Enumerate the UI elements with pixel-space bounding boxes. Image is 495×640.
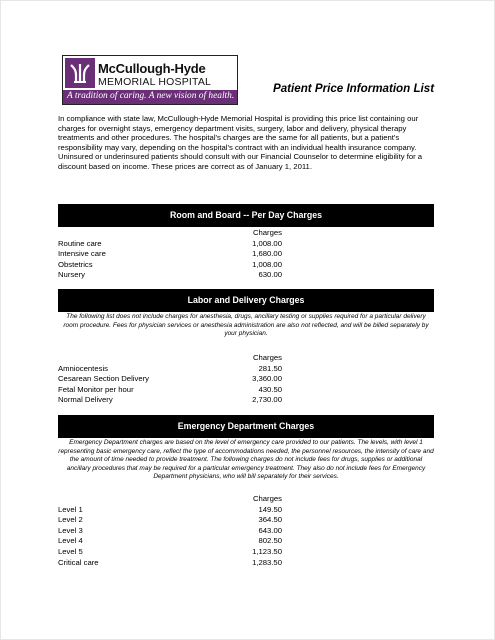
item-charge: 1,283.50 (252, 557, 282, 567)
labor-delivery-note: The following list does not include charges for anesthesia, drugs, ancillary testing or supplies required for a particular delivery room procedure. Fees for physician services or anesthesia administration are also not reflected, and will be billed separately by your physician. (63, 313, 429, 338)
item-charge: 1,008.00 (252, 238, 282, 248)
section-header-emergency: Emergency Department Charges (58, 415, 434, 438)
charges-column-header: Charges (252, 228, 282, 237)
item-name: Level 1 (58, 504, 83, 514)
room-board-table (58, 228, 282, 281)
item-name: Critical care (58, 557, 99, 567)
item-name: Level 2 (58, 515, 83, 525)
logo-tagline: A tradition of caring. A new vision of health. (67, 91, 235, 101)
table-row (58, 536, 282, 547)
item-name: Normal Delivery (58, 395, 113, 405)
labor-delivery-table (58, 353, 282, 406)
table-row (58, 526, 282, 537)
item-charge: 3,360.00 (252, 374, 282, 384)
table-row (58, 558, 282, 569)
document-title: Patient Price Information List (273, 82, 435, 95)
item-charge: 364.50 (258, 515, 282, 525)
item-charge: 630.00 (258, 270, 282, 280)
item-charge: 430.50 (258, 384, 282, 394)
item-name: Level 5 (58, 546, 83, 556)
item-name: Routine care (58, 238, 102, 248)
table-row (58, 385, 282, 396)
logo-emblem-icon (65, 58, 95, 88)
hospital-logo (62, 55, 238, 105)
section-header-labor-delivery: Labor and Delivery Charges (58, 289, 434, 312)
item-name: Level 3 (58, 525, 83, 535)
item-charge: 802.50 (258, 536, 282, 546)
item-charge: 1,123.50 (252, 546, 282, 556)
item-charge: 281.50 (258, 363, 282, 373)
item-name: Fetal Monitor per hour (58, 384, 134, 394)
charges-column-header: Charges (252, 353, 282, 362)
item-charge: 149.50 (258, 504, 282, 514)
item-name: Amniocentesis (58, 363, 108, 373)
item-charge: 1,008.00 (252, 259, 282, 269)
table-row (58, 364, 282, 375)
section-header-room-board: Room and Board -- Per Day Charges (58, 204, 434, 227)
item-name: Cesarean Section Delivery (58, 374, 150, 384)
table-row (58, 395, 282, 406)
logo-name-line2: MEMORIAL HOSPITAL (98, 76, 212, 88)
item-charge: 643.00 (258, 525, 282, 535)
table-row (58, 505, 282, 516)
table-row (58, 374, 282, 385)
item-charge: 2,730.00 (252, 395, 282, 405)
table-row (58, 260, 282, 271)
logo-tagline-band (63, 90, 237, 104)
item-name: Intensive care (58, 249, 106, 259)
item-name: Nursery (58, 270, 85, 280)
item-charge: 1,680.00 (252, 249, 282, 259)
table-row (58, 515, 282, 526)
logo-name-line1: McCullough-Hyde (98, 61, 206, 76)
item-name: Obstetrics (58, 259, 93, 269)
intro-paragraph: In compliance with state law, McCullough-Hyde Memorial Hospital is providing this price list containing our charges for overnight stays, emergency department visits, surgery, labor and delivery, physical therapy treatments and other procedures. The hospital's charges are the same for all patients, but a patient's responsibility may vary, depending on the hospital's contract with an individual health insurance company. Uninsured or underinsured patients should consult with our Financial Counselor to determine eligibility for a discount based on income. These prices are correct as of January 1, 2011. (58, 114, 423, 171)
table-row (58, 270, 282, 281)
emergency-table (58, 494, 282, 568)
table-row (58, 547, 282, 558)
charges-column-header: Charges (252, 494, 282, 503)
table-row (58, 249, 282, 260)
emergency-note: Emergency Department charges are based on the level of emergency care provided to our patients. The levels, with level 1 representing basic emergency care, reflect the type of accommodations needed, the personnel resources, the intensity of care and the amount of time needed to provide treatment. The following charges do not include fees for drugs, supplies or additional ancillary procedures that may be required for a particular emergency treatment. They also do not include fees for Emergency Department physicians, who will bill separately for their services. (58, 439, 434, 481)
table-row (58, 239, 282, 250)
item-name: Level 4 (58, 536, 83, 546)
